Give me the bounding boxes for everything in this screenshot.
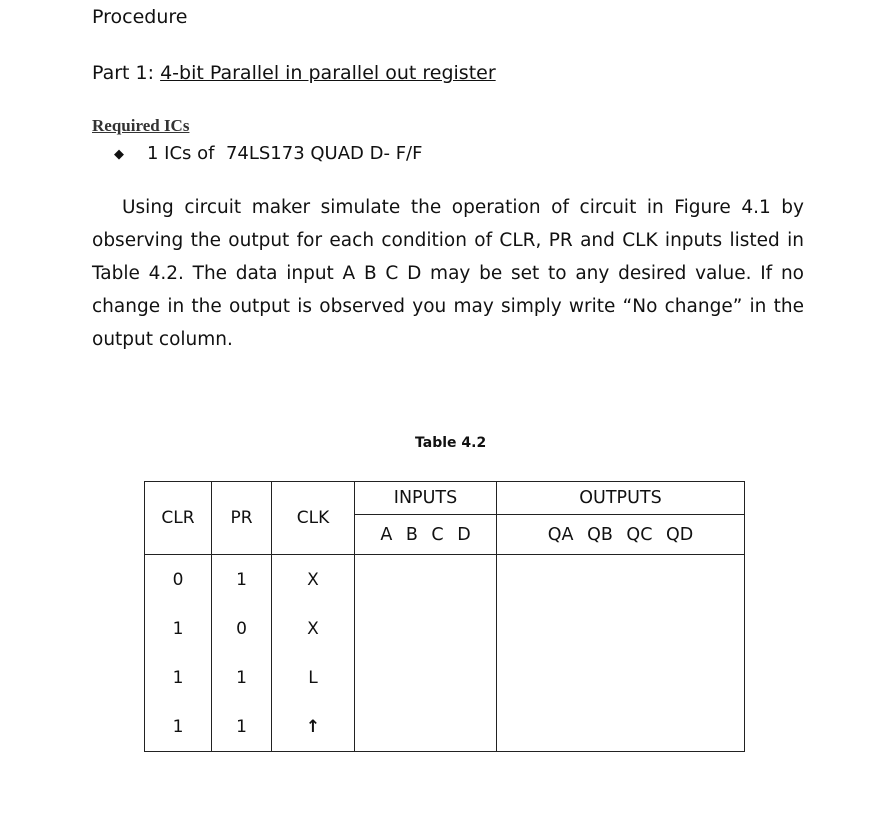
section-heading: Procedure [92, 6, 188, 28]
header-clr: CLR [145, 482, 212, 555]
cell-clk: X [272, 555, 355, 605]
truth-table [144, 481, 745, 752]
table-row [145, 702, 745, 752]
cell-pr: 0 [212, 604, 272, 653]
cell-clr: 0 [145, 555, 212, 605]
diamond-bullet-icon: ◆ [114, 147, 124, 162]
table-row [145, 555, 745, 605]
instructions-paragraph: Using circuit maker simulate the operation of circuit in Figure 4.1 by observing the output for each condition of CLR, PR and CLK inputs listed in Table 4.2. The data input A B C D may be set to any desired value. If no change in the output is observed you may simply write “No change” in the output column. [92, 197, 804, 350]
header-outputs: OUTPUTS [497, 482, 745, 515]
required-ics-title: Required ICs [92, 116, 190, 135]
cell-pr: 1 [212, 555, 272, 605]
cell-inputs[interactable] [355, 702, 497, 752]
cell-outputs[interactable] [497, 555, 745, 605]
cell-clr: 1 [145, 653, 212, 702]
part-title: 4-bit Parallel in parallel out register [160, 62, 496, 84]
part-prefix: Part 1: [92, 62, 155, 84]
header-inputs: INPUTS [355, 482, 497, 515]
cell-pr: 1 [212, 702, 272, 752]
header-clk: CLK [272, 482, 355, 555]
cell-inputs[interactable] [355, 555, 497, 605]
cell-inputs[interactable] [355, 604, 497, 653]
cell-clk: X [272, 604, 355, 653]
header-pr: PR [212, 482, 272, 555]
cell-clk: L [272, 653, 355, 702]
cell-clr: 1 [145, 604, 212, 653]
table-row [145, 604, 745, 653]
table-caption: Table 4.2 [415, 435, 487, 451]
required-ic-item: 1 ICs of 74LS173 QUAD D- F/F [147, 143, 423, 164]
cell-clk-rising-edge: ↑ [272, 702, 355, 752]
cell-outputs[interactable] [497, 653, 745, 702]
cell-pr: 1 [212, 653, 272, 702]
header-inputs-sub: A B C D [355, 515, 497, 555]
header-outputs-sub: QA QB QC QD [497, 515, 745, 555]
cell-outputs[interactable] [497, 702, 745, 752]
cell-inputs[interactable] [355, 653, 497, 702]
table-row [145, 653, 745, 702]
cell-outputs[interactable] [497, 604, 745, 653]
cell-clr: 1 [145, 702, 212, 752]
part-heading [92, 62, 496, 84]
